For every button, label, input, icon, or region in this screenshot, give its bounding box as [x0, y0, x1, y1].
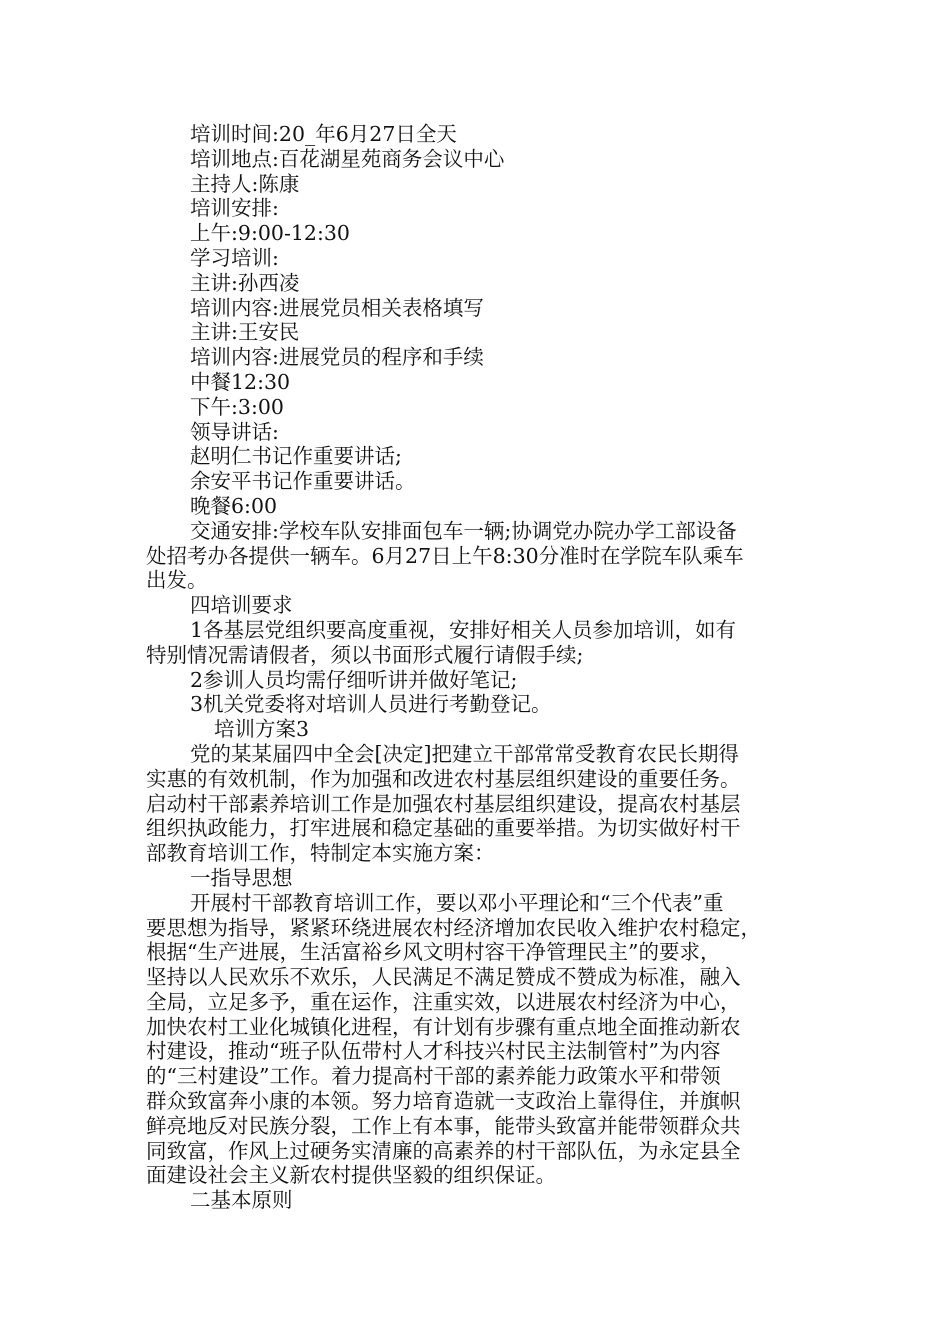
text-line: 实惠的有效机制，作为加强和改进农村基层组织建设的重要任务。 [146, 766, 741, 791]
text-line: 部教育培训工作，特制定本实施方案： [146, 841, 495, 866]
text-line: 坚持以人民欢乐不欢乐，人民满足不满足赞成不赞成为标准，融入 [146, 965, 741, 990]
text-line: 余安平书记作重要讲话。 [190, 469, 416, 494]
text-line: 组织执政能力，打牢进展和稳定基础的重要举措。为切实做好村干 [146, 816, 741, 841]
section-title: 培训方案3 [214, 717, 310, 742]
text-line: 下午:3:00 [190, 394, 284, 419]
text-line: 同致富，作风上过硬务实清廉的高素养的村干部队伍，为永定县全 [146, 1138, 741, 1163]
text-line: 2参训人员均需仔细听讲并做好笔记; [190, 667, 518, 692]
text-line: 中餐12:30 [190, 369, 291, 394]
text-line: 领导讲话: [190, 419, 279, 444]
text-line: 出发。 [146, 568, 208, 593]
section-heading: 一指导思想 [190, 865, 293, 890]
text-line: 加快农村工业化城镇化进程，有计划有步骤有重点地全面推动新农 [146, 1014, 741, 1039]
text-line: 主持人:陈康 [190, 171, 300, 196]
text-line: 特别情况需请假者，须以书面形式履行请假手续; [146, 642, 584, 667]
text-line: 赵明仁书记作重要讲话; [190, 444, 402, 469]
text-line: 要思想为指导，紧紧环绕进展农村经济增加农民收入维护农村稳定， [146, 915, 761, 940]
text-line: 培训内容:进展党员的程序和手续 [190, 345, 484, 370]
section-heading: 二基本原则 [190, 1188, 293, 1213]
text-line: 主讲:孙西凌 [190, 270, 300, 295]
text-line: 交通安排:学校车队安排面包车一辆;协调党办院办学工部设备 [190, 518, 737, 543]
text-line: 处招考办各提供一辆车。6月27日上午8:30分准时在学院车队乘车 [146, 543, 744, 568]
text-line: 根据“生产进展，生活富裕乡风文明村容干净管理民主”的要求， [146, 940, 721, 965]
text-line: 的“三村建设”工作。着力提高村干部的素养能力政策水平和带领 [146, 1064, 721, 1089]
text-line: 村建设，推动“班子队伍带村人才科技兴村民主法制管村”为内容 [146, 1039, 721, 1064]
text-line: 晚餐6:00 [190, 493, 278, 518]
text-line: 主讲:王安民 [190, 320, 300, 345]
text-line: 全局，立足多予，重在运作，注重实效，以进展农村经济为中心， [146, 989, 741, 1014]
text-line: 上午:9:00-12:30 [190, 221, 350, 246]
text-line: 群众致富奔小康的本领。努力培育造就一支政治上靠得住，并旗帜 [146, 1089, 741, 1114]
text-line: 开展村干部教育培训工作，要以邓小平理论和“三个代表”重 [190, 890, 724, 915]
text-line: 学习培训: [190, 245, 279, 270]
text-line: 鲜亮地反对民族分裂，工作上有本事，能带头致富并能带领群众共 [146, 1113, 741, 1138]
document-body [146, 122, 818, 1213]
text-line: 党的某某届四中全会[决定]把建立干部常常受教育农民长期得 [190, 741, 739, 766]
text-line: 面建设社会主义新农村提供坚毅的组织保证。 [146, 1163, 556, 1188]
text-line: 1各基层党组织要高度重视，安排好相关人员参加培训，如有 [190, 617, 737, 642]
text-line: 启动村干部素养培训工作是加强农村基层组织建设，提高农村基层 [146, 791, 741, 816]
text-line: 培训安排: [190, 196, 279, 221]
text-line: 培训时间:20_年6月27日全天 [190, 122, 457, 146]
text-line: 培训地点:百花湖星苑商务会议中心 [190, 146, 505, 171]
section-heading: 四培训要求 [190, 593, 293, 618]
text-line: 培训内容:进展党员相关表格填写 [190, 295, 484, 320]
text-line: 3机关党委将对培训人员进行考勤登记。 [190, 692, 552, 717]
